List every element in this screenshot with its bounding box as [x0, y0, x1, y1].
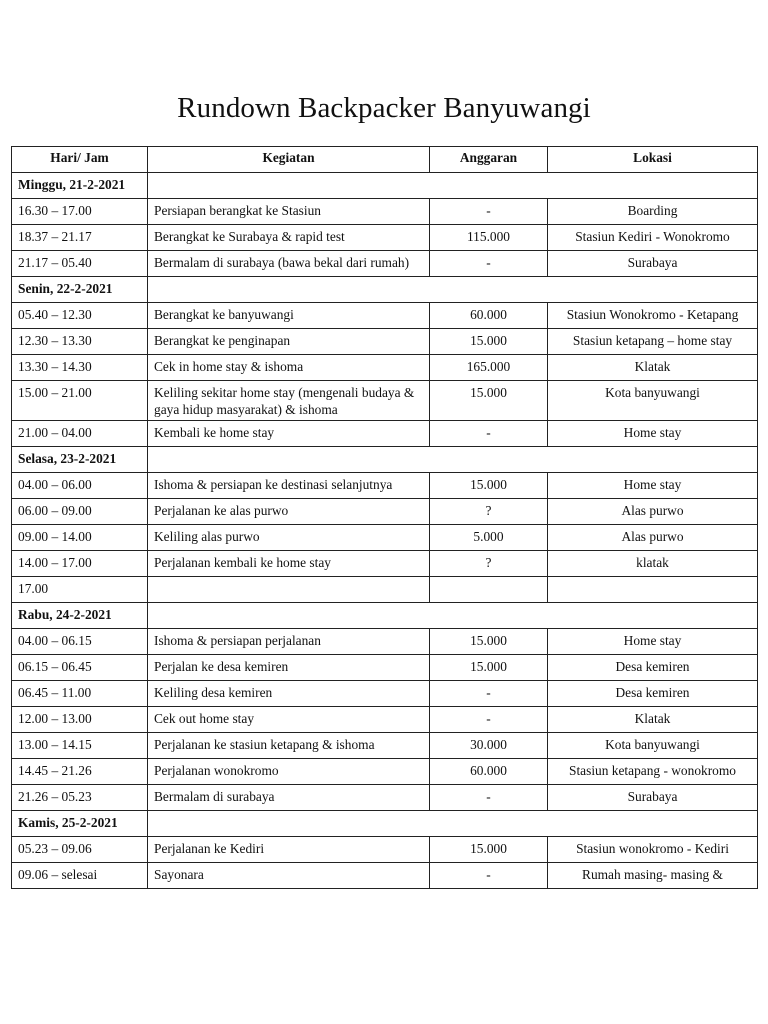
budget-cell: 60.000 — [430, 303, 548, 329]
location-cell: Stasiun ketapang – home stay — [548, 329, 758, 355]
time-cell: 04.00 – 06.00 — [12, 473, 148, 499]
activity-cell — [148, 577, 430, 603]
table-row — [12, 355, 758, 381]
activity-cell: Perjalanan ke Kediri — [148, 837, 430, 863]
table-row — [12, 525, 758, 551]
time-cell: 13.30 – 14.30 — [12, 355, 148, 381]
day-label: Senin, 22-2-2021 — [12, 277, 148, 303]
activity-cell: Cek out home stay — [148, 707, 430, 733]
activity-cell: Perjalanan kembali ke home stay — [148, 551, 430, 577]
day-header-row — [12, 603, 758, 629]
budget-cell: - — [430, 251, 548, 277]
time-cell: 06.00 – 09.00 — [12, 499, 148, 525]
activity-cell: Sayonara — [148, 863, 430, 889]
table-row — [12, 499, 758, 525]
header-anggaran: Anggaran — [430, 147, 548, 173]
budget-cell: 15.000 — [430, 629, 548, 655]
activity-cell: Berangkat ke penginapan — [148, 329, 430, 355]
location-cell: Stasiun wonokromo - Kediri — [548, 837, 758, 863]
header-kegiatan: Kegiatan — [148, 147, 430, 173]
table-row — [12, 329, 758, 355]
day-header-row — [12, 447, 758, 473]
budget-cell: ? — [430, 499, 548, 525]
day-header-row — [12, 173, 758, 199]
budget-cell: 5.000 — [430, 525, 548, 551]
table-body — [12, 173, 758, 889]
budget-cell: ? — [430, 551, 548, 577]
location-cell: Stasiun Kediri - Wonokromo — [548, 225, 758, 251]
header-hari-jam: Hari/ Jam — [12, 147, 148, 173]
budget-cell: - — [430, 199, 548, 225]
location-cell: Home stay — [548, 629, 758, 655]
time-cell: 09.00 – 14.00 — [12, 525, 148, 551]
table-row — [12, 863, 758, 889]
activity-cell: Bermalam di surabaya (bawa bekal dari rumah) — [148, 251, 430, 277]
time-cell: 12.30 – 13.30 — [12, 329, 148, 355]
time-cell: 12.00 – 13.00 — [12, 707, 148, 733]
activity-cell: Perjalanan ke alas purwo — [148, 499, 430, 525]
day-label: Minggu, 21-2-2021 — [12, 173, 148, 199]
location-cell: Klatak — [548, 355, 758, 381]
time-cell: 13.00 – 14.15 — [12, 733, 148, 759]
time-cell: 05.23 – 09.06 — [12, 837, 148, 863]
location-cell: Stasiun Wonokromo - Ketapang — [548, 303, 758, 329]
budget-cell: - — [430, 681, 548, 707]
budget-cell: 15.000 — [430, 837, 548, 863]
time-cell: 16.30 – 17.00 — [12, 199, 148, 225]
location-cell: Alas purwo — [548, 499, 758, 525]
activity-cell: Berangkat ke banyuwangi — [148, 303, 430, 329]
day-header-row — [12, 277, 758, 303]
table-row — [12, 421, 758, 447]
location-cell: Desa kemiren — [548, 655, 758, 681]
day-empty-cell — [148, 277, 758, 303]
time-cell: 05.40 – 12.30 — [12, 303, 148, 329]
activity-cell: Perjalanan ke stasiun ketapang & ishoma — [148, 733, 430, 759]
activity-cell: Perjalanan wonokromo — [148, 759, 430, 785]
table-row — [12, 381, 758, 421]
day-header-row — [12, 811, 758, 837]
location-cell: Kota banyuwangi — [548, 733, 758, 759]
time-cell: 06.15 – 06.45 — [12, 655, 148, 681]
table-header-row — [12, 147, 758, 173]
activity-cell: Bermalam di surabaya — [148, 785, 430, 811]
time-cell: 04.00 – 06.15 — [12, 629, 148, 655]
day-label: Selasa, 23-2-2021 — [12, 447, 148, 473]
day-empty-cell — [148, 173, 758, 199]
location-cell: klatak — [548, 551, 758, 577]
location-cell — [548, 577, 758, 603]
budget-cell — [430, 577, 548, 603]
budget-cell: - — [430, 863, 548, 889]
time-cell: 06.45 – 11.00 — [12, 681, 148, 707]
day-empty-cell — [148, 603, 758, 629]
budget-cell: - — [430, 785, 548, 811]
table-row — [12, 837, 758, 863]
time-cell: 21.00 – 04.00 — [12, 421, 148, 447]
time-cell: 09.06 – selesai — [12, 863, 148, 889]
time-cell: 14.45 – 21.26 — [12, 759, 148, 785]
activity-cell: Keliling desa kemiren — [148, 681, 430, 707]
budget-cell: 30.000 — [430, 733, 548, 759]
activity-cell: Persiapan berangkat ke Stasiun — [148, 199, 430, 225]
activity-cell: Ishoma & persiapan perjalanan — [148, 629, 430, 655]
activity-cell: Keliling sekitar home stay (mengenali budaya & gaya hidup masyarakat) & ishoma — [148, 381, 430, 421]
day-label: Rabu, 24-2-2021 — [12, 603, 148, 629]
location-cell: Boarding — [548, 199, 758, 225]
activity-cell: Kembali ke home stay — [148, 421, 430, 447]
document-title: Rundown Backpacker Banyuwangi — [177, 92, 591, 124]
activity-cell: Keliling alas purwo — [148, 525, 430, 551]
location-cell: Alas purwo — [548, 525, 758, 551]
location-cell: Klatak — [548, 707, 758, 733]
table-row — [12, 251, 758, 277]
budget-cell: 15.000 — [430, 329, 548, 355]
location-cell: Surabaya — [548, 785, 758, 811]
location-cell: Home stay — [548, 473, 758, 499]
location-cell: Surabaya — [548, 251, 758, 277]
header-lokasi: Lokasi — [548, 147, 758, 173]
table-row — [12, 473, 758, 499]
time-cell: 21.17 – 05.40 — [12, 251, 148, 277]
time-cell: 21.26 – 05.23 — [12, 785, 148, 811]
day-label: Kamis, 25-2-2021 — [12, 811, 148, 837]
activity-cell: Ishoma & persiapan ke destinasi selanjutnya — [148, 473, 430, 499]
time-cell: 17.00 — [12, 577, 148, 603]
location-cell: Home stay — [548, 421, 758, 447]
budget-cell: 115.000 — [430, 225, 548, 251]
table-row — [12, 707, 758, 733]
time-cell: 18.37 – 21.17 — [12, 225, 148, 251]
table-row — [12, 785, 758, 811]
budget-cell: - — [430, 707, 548, 733]
table-row — [12, 199, 758, 225]
budget-cell: 165.000 — [430, 355, 548, 381]
location-cell: Rumah masing- masing & — [548, 863, 758, 889]
rundown-table — [11, 146, 758, 889]
budget-cell: 15.000 — [430, 381, 548, 421]
table-row — [12, 225, 758, 251]
table-row — [12, 681, 758, 707]
activity-cell: Perjalan ke desa kemiren — [148, 655, 430, 681]
budget-cell: - — [430, 421, 548, 447]
table-row — [12, 655, 758, 681]
day-empty-cell — [148, 447, 758, 473]
budget-cell: 15.000 — [430, 473, 548, 499]
table-row — [12, 303, 758, 329]
table-row — [12, 577, 758, 603]
activity-cell: Cek in home stay & ishoma — [148, 355, 430, 381]
location-cell: Stasiun ketapang - wonokromo — [548, 759, 758, 785]
budget-cell: 60.000 — [430, 759, 548, 785]
table-row — [12, 629, 758, 655]
location-cell: Desa kemiren — [548, 681, 758, 707]
budget-cell: 15.000 — [430, 655, 548, 681]
time-cell: 15.00 – 21.00 — [12, 381, 148, 421]
day-empty-cell — [148, 811, 758, 837]
location-cell: Kota banyuwangi — [548, 381, 758, 421]
activity-cell: Berangkat ke Surabaya & rapid test — [148, 225, 430, 251]
table-row — [12, 551, 758, 577]
table-row — [12, 759, 758, 785]
table-row — [12, 733, 758, 759]
time-cell: 14.00 – 17.00 — [12, 551, 148, 577]
